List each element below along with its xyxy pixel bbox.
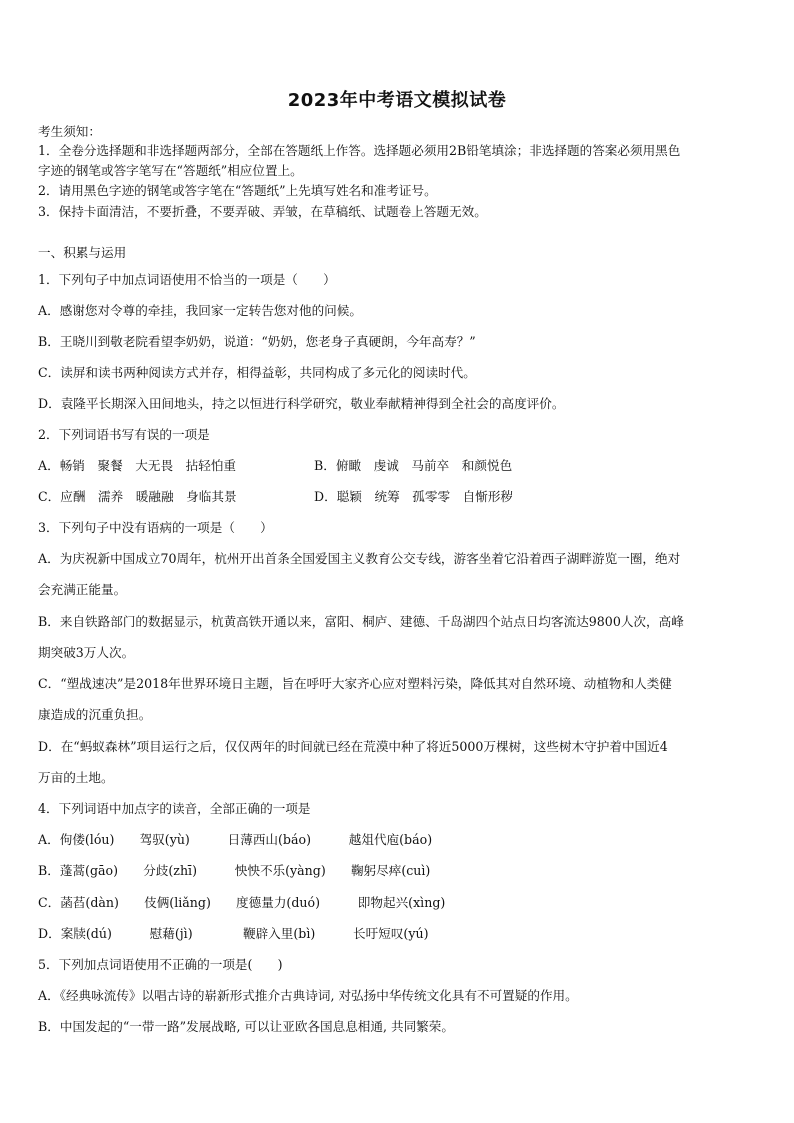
- option-b: B．俯瞰 虔诚 马前卒 和颜悦色: [314, 458, 513, 473]
- question-stem: 1．下列句子中加点词语使用不恰当的一项是（ ）: [38, 272, 336, 287]
- option-b: B．王晓川到敬老院看望李奶奶，说道：“奶奶，您老身子真硬朗，今年高寿？”: [38, 334, 476, 349]
- option-c: C．读屏和读书两种阅读方式并存，相得益彰，共同构成了多元化的阅读时代。: [38, 365, 476, 380]
- page-title: 2023年中考语文模拟试卷: [287, 90, 507, 111]
- notice-line: 3．保持卡面清洁，不要折叠，不要弄破、弄皱，在草稿纸、试题卷上答题无效。: [38, 204, 487, 219]
- option-b: B．蓬蒿(gāo) 分歧(zhī) 怏怏不乐(yàng) 鞠躬尽瘁(cuì): [38, 863, 431, 878]
- option-c: C．“塑战速决”是2018年世界环境日主题，旨在呼吁大家齐心应对塑料污染，降低其对自然环境、动植物和人类健: [38, 676, 672, 691]
- option-d-cont: 万亩的土地。: [38, 770, 114, 785]
- notice-heading: 考生须知：: [38, 124, 101, 139]
- option-b: B．中国发起的“一带一路”发展战略, 可以让亚欧各国息息相通, 共同繁荣。: [38, 1019, 454, 1034]
- option-c: C．应酬 濡养 暖融融 身临其景: [38, 489, 237, 504]
- option-d: D．案牍(dú) 慰藉(jì) 鞭辟入里(bì) 长吁短叹(yú): [38, 926, 429, 941]
- section-heading: 一、积累与运用: [38, 245, 127, 260]
- notice-line: 2．请用黑色字迹的钢笔或答字笔在“答题纸”上先填写姓名和准考证号。: [38, 183, 437, 198]
- option-d: D．在“蚂蚁森林”项目运行之后，仅仅两年的时间就已经在荒漠中种了将近5000万棵树，这些树木守护着中国近4: [38, 739, 668, 754]
- notice-line: 1．全卷分选择题和非选择题两部分，全部在答题纸上作答。选择题必须用2B铅笔填涂；非选择题的答案必须用黑色: [38, 143, 681, 158]
- option-d: D．聪颖 统筹 孤零零 自惭形秽: [314, 489, 514, 504]
- option-a: A．感谢您对令尊的牵挂，我回家一定转告您对他的问候。: [38, 303, 362, 318]
- option-row: [38, 489, 758, 505]
- notice-line: 字迹的钢笔或答字笔写在“答题纸”相应位置上。: [38, 163, 303, 178]
- option-row: [38, 458, 758, 474]
- question-stem: 5．下列加点词语使用不正确的一项是( ): [38, 957, 283, 972]
- option-a: A．《经典咏流传》以唱古诗的崭新形式推介古典诗词, 对弘扬中华传统文化具有不可置疑的作用。: [38, 988, 578, 1003]
- question-stem: 2．下列词语书写有误的一项是: [38, 427, 210, 442]
- option-b: B．来自铁路部门的数据显示，杭黄高铁开通以来，富阳、桐庐、建德、千岛湖四个站点日均客流达9800人次，高峰: [38, 614, 684, 629]
- option-a-cont: 会充满正能量。: [38, 582, 127, 597]
- option-a: A．佝偻(lóu) 驾驭(yù) 日薄西山(báo) 越俎代庖(báo): [38, 832, 433, 847]
- option-a: A．为庆祝新中国成立70周年，杭州开出首条全国爱国主义教育公交专线，游客坐着它沿着西子湖畔游览一圈，绝对: [38, 551, 681, 566]
- question-stem: 4．下列词语中加点字的读音，全部正确的一项是: [38, 801, 311, 816]
- option-c-cont: 康造成的沉重负担。: [38, 707, 152, 722]
- option-d: D．袁隆平长期深入田间地头，持之以恒进行科学研究，敬业奉献精神得到全社会的高度评价。: [38, 396, 565, 411]
- option-b-cont: 期突破3万人次。: [38, 645, 135, 660]
- option-a: A．畅销 聚餐 大无畏 拈轻怕重: [38, 458, 237, 473]
- question-stem: 3．下列句子中没有语病的一项是（ ）: [38, 520, 273, 535]
- option-c: C．菡萏(dàn) 伎俩(liǎng) 度德量力(duó) 即物起兴(xìng): [38, 895, 446, 910]
